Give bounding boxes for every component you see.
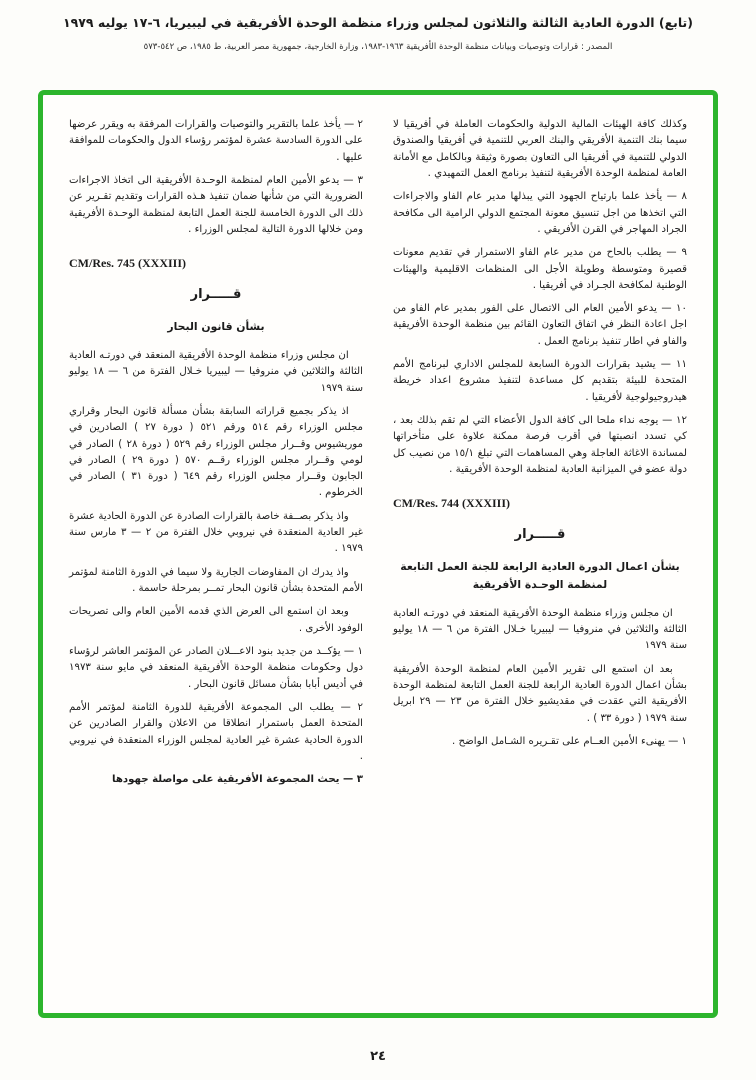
paragraph: ١ — يؤكــد من جديد بنود الاعـــلان الصادر عن المؤتمر العاشر لرؤساء دول وحكومات منظمة الوحدة الأفريقية المنعقد في مايو سنة ١٩٧٣ في أديس أبابا بشأن مسائل قانون البحار . bbox=[69, 645, 363, 690]
paragraph: ٩ — يطلب بالحاح من مدير عام الفاو الاستمرار في تقديم معونات قصيرة ومتوسطة وطويلة الأجل الى المنظمات الاقليمية والهيئات الوطنية لمكافحة الجـراد في أفريقيا . bbox=[393, 247, 687, 291]
resolution-title: قـــــرار bbox=[514, 527, 566, 543]
paragraph: ٢ — يأخذ علما بالتقرير والتوصيات والقرارات المرفقة به ويقرر عرضها على الدورة السادسة عشرة لمؤتمر رؤساء الدول والحكومات للموافقة عليها . bbox=[69, 119, 363, 163]
left-column bbox=[69, 117, 363, 999]
document-title: (تابع) الدورة العادية الثالثة والثلاثون لمجلس وزراء منظمة الوحدة الأفريقية في ليبيريا، ٦-١٧ يوليه ١٩٧٩ bbox=[63, 15, 693, 30]
paragraph: ١٢ — يوجه نداء ملحا الى كافة الدول الأعضاء التي لم تقم بذلك بعد ، كي تسدد انصبتها في أقرب فرصة ممكنة علاوة على متأخراتها لمساندة الاغاثة العاجلة وهي المساهمات التي تبلغ ١٥/١ من نصيب كل دولة عضو في الميزانية العادية لمنظمة الوحدة الأفريقية . bbox=[393, 415, 687, 475]
paragraph: ١٠ — يدعو الأمين العام الى الاتصال على الفور بمدير عام الفاو من اجل اعادة النظر في اتفاق التعاون القائم بين منظمة الوحدة الأفريقية والفاو في اطار تنفيذ برنامج العمل . bbox=[393, 303, 687, 347]
resolution-code: CM/Res. 745 (XXXIII) bbox=[69, 256, 186, 271]
paragraph: واذ يذكر بصــفة خاصة بالقرارات الصادرة عن الدورة الحادية عشرة غير العادية المنعقدة في نيروبي خلال الفترة من ٢ — ٣ مارس سنة ١٩٧٩ . bbox=[69, 510, 363, 555]
resolution-subject: بشأن اعمال الدورة العادية الرابعة للجنة العمل التابعة لمنظمة الوحـدة الأفريقية bbox=[400, 560, 680, 592]
paragraph: ٢ — يطلب الى المجموعة الأفريقية للدورة الثامنة لمؤتمر الأمم المتحدة العمل باستمرار انطلاقا من الاعلان والقرار الصادرين عن الدورة الحادية عشرة غير العادية لمجلس الوزراء المنعقدة في نيروبي . bbox=[69, 701, 363, 762]
paragraph: ١١ — يشيد بقرارات الدورة السابعة للمجلس الاداري لبرنامج الأمم المتحدة للبيئة بتقديم كل مساعدة لتنفيذ مشروع اعداد خريطة هيدروجيولوجية لأفريقيا . bbox=[393, 359, 687, 403]
resolution-code: CM/Res. 744 (XXXIII) bbox=[393, 496, 510, 511]
paragraph: ٨ — يأخذ علما بارتياح الجهود التي يبذلها مدير عام الفاو والاجراءات التي اتخذها من اجل تنسيق معونة المجتمع الدولي الرامية الى مكافحة الجراد المهاجر في القرن الأفريقي . bbox=[393, 191, 687, 235]
right-column bbox=[393, 117, 687, 999]
document-header bbox=[0, 0, 756, 52]
page-footer bbox=[0, 1049, 756, 1064]
page-number: ٢٤ bbox=[370, 1049, 386, 1064]
resolution-title: قـــــرار bbox=[190, 287, 242, 303]
document-source-line: المصدر : قرارات وتوصيات وبيانات منظمة الوحدة الأفريقية ١٩٦٣-١٩٨٣، وزارة الخارجية، جمهورية مصر العربية، ط ١٩٨٥، ص ٥٤٢-٥٧٣ bbox=[143, 41, 613, 52]
paragraph: ٣ — يحث المجموعة الأفريقية على مواصلة جهودها bbox=[112, 774, 363, 786]
resolution-subject: بشأن قانون البحار bbox=[167, 320, 265, 334]
paragraph: بعد ان استمع الى تقرير الأمين العام لمنظمة الوحدة الأفريقية بشأن اعمال الدورة العادية الرابعة للجنة العمل التابعة لمنظمة الوحدة الأفريقية التي عقدت في مقديشيو خلال الفترة من ٢٣ — ٢٩ ابريل سنة ١٩٧٩ ( دورة ٣٣ ) . bbox=[393, 663, 688, 724]
paragraph: ان مجلس وزراء منظمة الوحدة الأفريقية المنعقد في دورتـه العادية الثالثة والثلاثين في منروفيا — ليبيريا خـلال الفترة من ٦ — ١٨ يوليو سنة ١٩٧٩ bbox=[393, 607, 687, 652]
paragraph: ان مجلس وزراء منظمة الوحدة الأفريقية المنعقد في دورتـه العادية الثالثة والثلاثين في منروفيا — ليبيريا خـلال الفترة من ٦ — ١٨ يوليو سنة ١٩٧٩ bbox=[69, 349, 363, 394]
paragraph: ١ — يهنىء الأمين العــام على تقـريره الشـامل الواضح . bbox=[452, 736, 687, 748]
paragraph: ٣ — يدعو الأمين العام لمنظمة الوحـدة الأفريقية الى اتخاذ الاجراءات الضرورية التي من شأنها ضمان تنفيذ هـذه القرارات وتقديم تقـرير عن ذلك الى الدورة الخامسة للجنة العمل التابعة لمنظمة الوحـدة الأفريقية ومن خلالها الدورة التالية لمجلس الوزراء . bbox=[69, 174, 363, 235]
paragraph: واذ يدرك ان المفاوضات الجارية ولا سيما في الدورة الثامنة لمؤتمر الأمم المتحدة بشأن قانون البحار تمــر بمرحلة حاسمة . bbox=[69, 566, 363, 595]
green-border-frame bbox=[38, 90, 718, 1018]
paragraph: وبعد ان استمع الى العرض الذي قدمه الأمين العام والى تصريحات الوفود الأخرى . bbox=[69, 606, 363, 634]
paragraph: اذ يذكر بجميع قراراته السابقة بشأن مسألة قانون البحار وقراري مجلس الوزراء رقم ٥١٤ ورقم ٥٢١ ( دورة ٢٧ ) الصادرين في موريشيوس وقــرار مجلس الوزراء رقم ٥٢٩ ( دورة ٢٨ ) الصادر في لومي وقــرار مجلس الوزراء رقــم ٥٧٠ ( دورة ٢٩ ) الصادر في الجابون وقــرار مجلس الوزراء رقم ٦٤٩ ( دورة ٣١ ) الصادر في الخرطوم . bbox=[69, 405, 364, 499]
two-column-text bbox=[69, 117, 687, 999]
paragraph: وكذلك كافة الهيئات المالية الدولية والحكومات العاملة في أفريقيا لا سيما بنك التنمية الأفريقي والبنك العربي للتنمية في أفريقيا والصندوق الدولي للتنمية في أفريقيا الى التعاون بصورة وثيقة وبالكامل مع الأمانة العامة لمنظمة الوحدة الأفريقية لتنفيذ برنامج العمل التمهيدي . bbox=[393, 119, 687, 179]
